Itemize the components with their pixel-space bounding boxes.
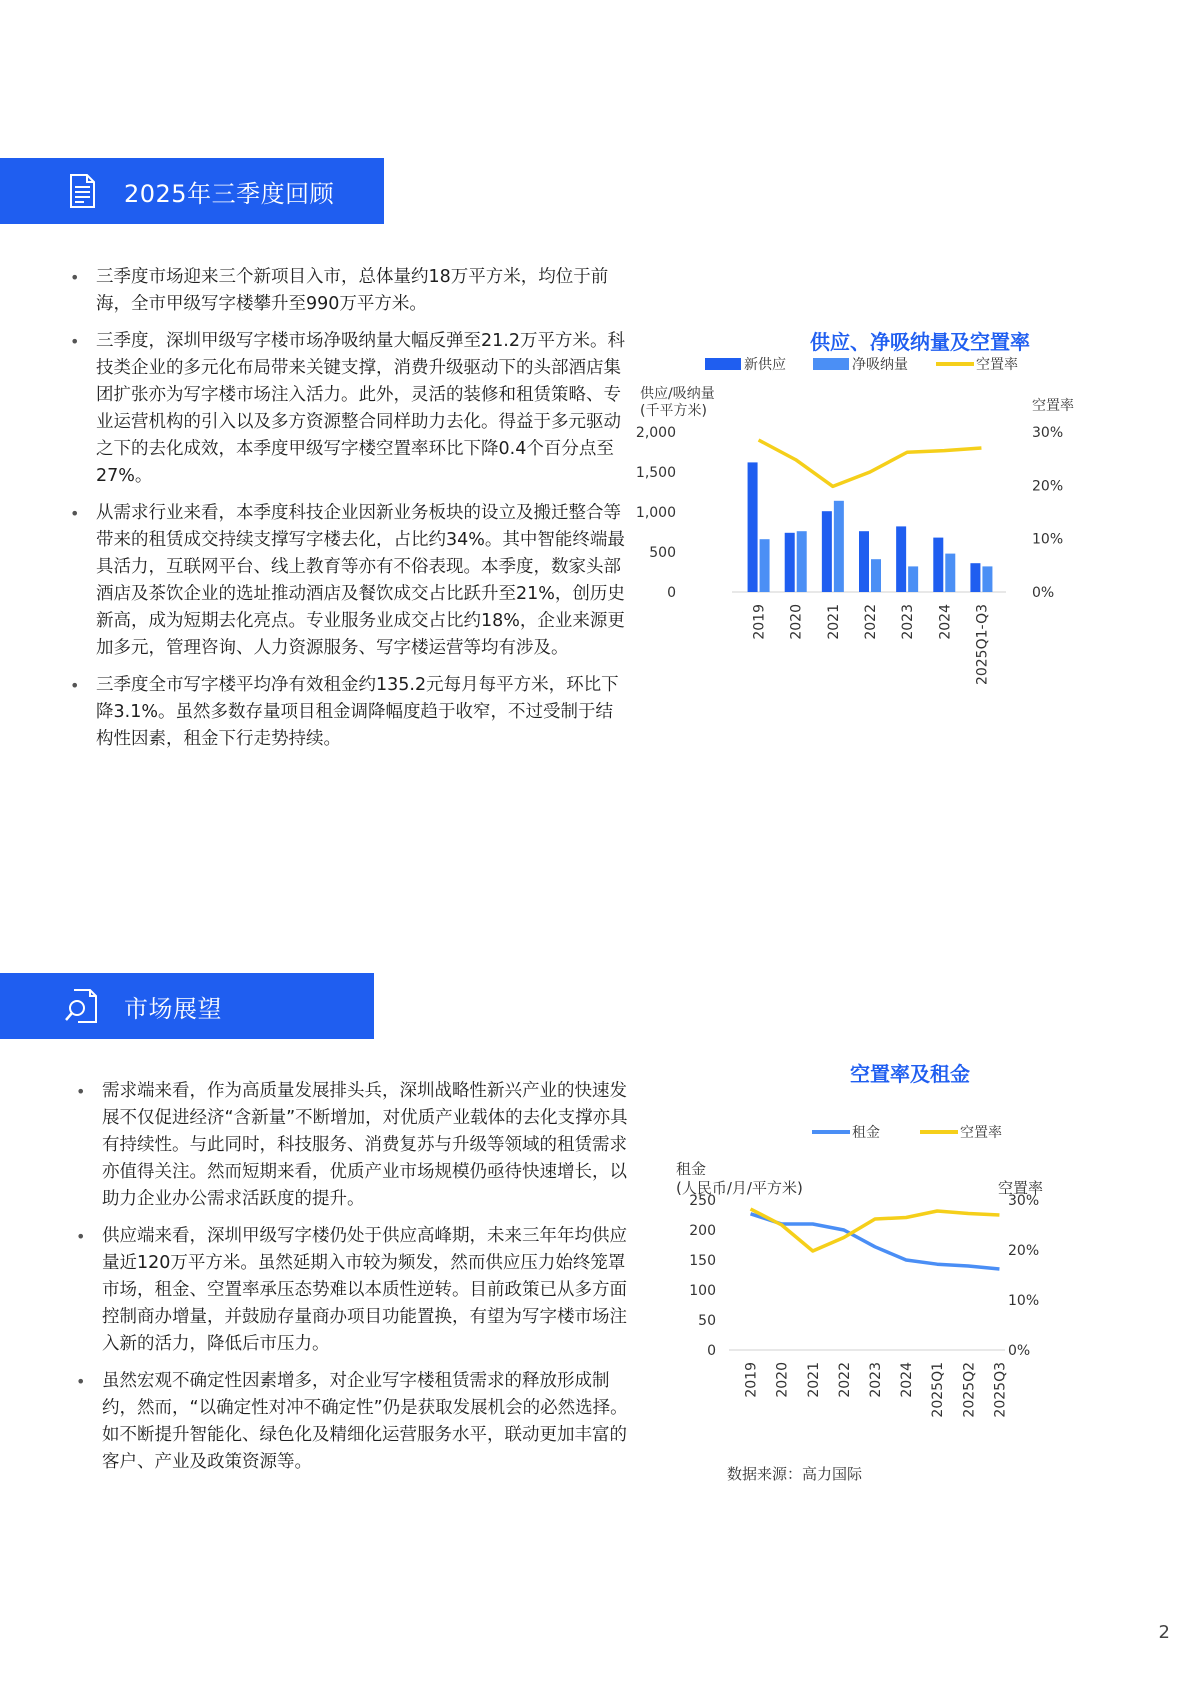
bullet-item: • 三季度，深圳甲级写字楼市场净吸纳量大幅反弹至21.2万平方米。科技类企业的多元化布局带来关键支撑，消费升级驱动下的头部酒店集团扩张亦为写字楼市场注入活力。此外，灵活的装修和租赁策略、专业运营机构的引入以及多方资源整合同样助力去化。得益于多元驱动之下的去化成效，本季度甲级写字楼空置率环比下降0.4个百分点至27%。	[68, 328, 628, 490]
y-tick-label: 250	[689, 1193, 716, 1209]
chart-title: 供应、净吸纳量及空置率	[810, 330, 1030, 354]
x-tick-label: 2025Q1	[930, 1362, 947, 1418]
y-tick-label: 2,000	[635, 425, 676, 441]
x-tick-label: 2021	[825, 604, 842, 640]
review-bullets	[68, 264, 628, 763]
y2-tick-label: 10%	[1008, 1293, 1040, 1309]
outlook-bullets	[74, 1078, 634, 1486]
bullet-item: • 需求端来看，作为高质量发展排头兵，深圳战略性新兴产业的快速发展不仅促进经济“含新量”不断增加，对优质产业载体的去化支撑亦具有持续性。与此同时，科技服务、消费复苏与升级等领域的租赁需求亦值得关注。然而短期来看，优质产业市场规模仍亟待快速增长，以助力企业办公需求活跃度的提升。	[74, 1078, 634, 1213]
bar	[748, 462, 758, 592]
y-axis-label: (人民币/月/平方米)	[676, 1179, 803, 1197]
legend-label: 新供应	[744, 357, 786, 373]
y-axis-label: 供应/吸纳量	[640, 386, 715, 402]
bar	[982, 566, 992, 592]
y2-axis-label: 空置率	[998, 1179, 1044, 1197]
y-tick-label: 0	[707, 1343, 716, 1359]
bullet-item: • 三季度市场迎来三个新项目入市，总体量约18万平方米，均位于前海，全市甲级写字楼攀升至990万平方米。	[68, 264, 628, 318]
search-document-icon	[62, 986, 102, 1026]
rent-line	[751, 1214, 1000, 1269]
y2-tick-label: 10%	[1032, 531, 1064, 548]
bar	[822, 511, 832, 592]
legend-swatch-absorption	[813, 358, 849, 370]
legend-label: 租金	[852, 1125, 880, 1141]
y-tick-label: 500	[649, 545, 676, 561]
bullet-item: • 供应端来看，深圳甲级写字楼仍处于供应高峰期，未来三年年均供应量近120万平方米。虽然延期入市较为频发，然而供应压力始终笼罩市场，租金、空置率承压态势难以本质性逆转。目前政策已从多方面控制商办增量，并鼓励存量商办项目功能置换，有望为写字楼市场注入新的活力，降低后市压力。	[74, 1223, 634, 1358]
x-tick-label: 2024	[937, 604, 954, 640]
bar	[933, 538, 943, 592]
y-tick-label: 50	[698, 1313, 716, 1329]
x-tick-label: 2025Q1-Q3	[974, 604, 991, 686]
x-tick-label: 2020	[774, 1362, 791, 1398]
data-source: 数据来源：高力国际	[727, 1465, 863, 1483]
bullet-item: • 从需求行业来看，本季度科技企业因新业务板块的设立及搬迁整合等带来的租赁成交持续支撑写字楼去化，占比约34%。其中智能终端最具活力，互联网平台、线上教育等亦有不俗表现。本季度，数家头部酒店及茶饮企业的选址推动酒店及餐饮成交占比跃升至21%，创历史新高，成为短期去化亮点。专业服务业成交占比约18%，企业来源更加多元，管理咨询、人力资源服务、写字楼运营等均有涉及。	[68, 500, 628, 662]
bar	[945, 554, 955, 592]
legend-label: 空置率	[976, 357, 1018, 373]
y2-tick-label: 0%	[1008, 1343, 1031, 1359]
chart-title: 空置率及租金	[850, 1062, 970, 1086]
bar	[859, 531, 869, 592]
y2-tick-label: 0%	[1032, 585, 1055, 601]
section-banner-review	[0, 158, 384, 224]
y-axis-label: 租金	[676, 1160, 707, 1178]
bar	[760, 539, 770, 592]
bar	[785, 533, 795, 592]
y2-tick-label: 20%	[1008, 1243, 1040, 1259]
y-tick-label: 200	[689, 1223, 716, 1239]
x-tick-label: 2019	[743, 1362, 760, 1398]
page-number: 2	[1158, 1622, 1170, 1643]
legend-swatch-supply	[705, 358, 741, 370]
bar	[834, 501, 844, 592]
y2-tick-label: 30%	[1032, 425, 1064, 441]
x-tick-label: 2023	[900, 604, 917, 640]
bullet-item: • 虽然宏观不确定性因素增多，对企业写字楼租赁需求的释放形成制约，然而，“以确定性对冲不确定性”仍是获取发展机会的必然选择。如不断提升智能化、绿色化及精细化运营服务水平，联动更加丰富的客户、产业及政策资源等。	[74, 1368, 634, 1476]
legend-label: 净吸纳量	[852, 357, 908, 373]
y-tick-label: 100	[689, 1283, 716, 1299]
bullet-item: • 三季度全市写字楼平均净有效租金约135.2元每月每平方米，环比下降3.1%。虽然多数存量项目租金调降幅度趋于收窄，不过受制于结构性因素，租金下行走势持续。	[68, 672, 628, 753]
x-tick-label: 2024	[899, 1362, 916, 1398]
x-tick-label: 2021	[805, 1362, 822, 1398]
section-title: 市场展望	[124, 994, 222, 1023]
bar	[908, 566, 918, 592]
y2-tick-label: 30%	[1008, 1193, 1040, 1209]
x-tick-label: 2025Q3	[992, 1362, 1009, 1418]
y-tick-label: 1,500	[635, 465, 676, 481]
vacancy-line	[751, 1209, 1000, 1251]
x-tick-label: 2019	[751, 604, 768, 640]
bar	[797, 531, 807, 592]
x-tick-label: 2025Q2	[961, 1362, 978, 1418]
section-banner-outlook	[0, 973, 374, 1039]
x-tick-label: 2022	[836, 1362, 853, 1398]
x-tick-label: 2020	[788, 604, 805, 640]
section-title: 2025年三季度回顾	[124, 179, 335, 208]
document-icon	[62, 171, 102, 211]
bar	[970, 563, 980, 592]
y2-tick-label: 20%	[1032, 478, 1064, 495]
vacancy-line	[759, 440, 982, 486]
y-axis-label: (千平方米)	[640, 403, 707, 419]
y-tick-label: 150	[689, 1253, 716, 1269]
x-tick-label: 2023	[868, 1362, 884, 1398]
legend-label: 空置率	[960, 1125, 1002, 1141]
y-tick-label: 1,000	[635, 505, 676, 521]
y-tick-label: 0	[667, 585, 676, 601]
bar	[871, 559, 881, 592]
bar	[896, 526, 906, 592]
supply-absorption-vacancy-chart	[635, 357, 1160, 720]
vacancy-rent-chart	[676, 1100, 1160, 1460]
x-tick-label: 2022	[863, 604, 879, 640]
y2-axis-label: 空置率	[1032, 398, 1074, 414]
